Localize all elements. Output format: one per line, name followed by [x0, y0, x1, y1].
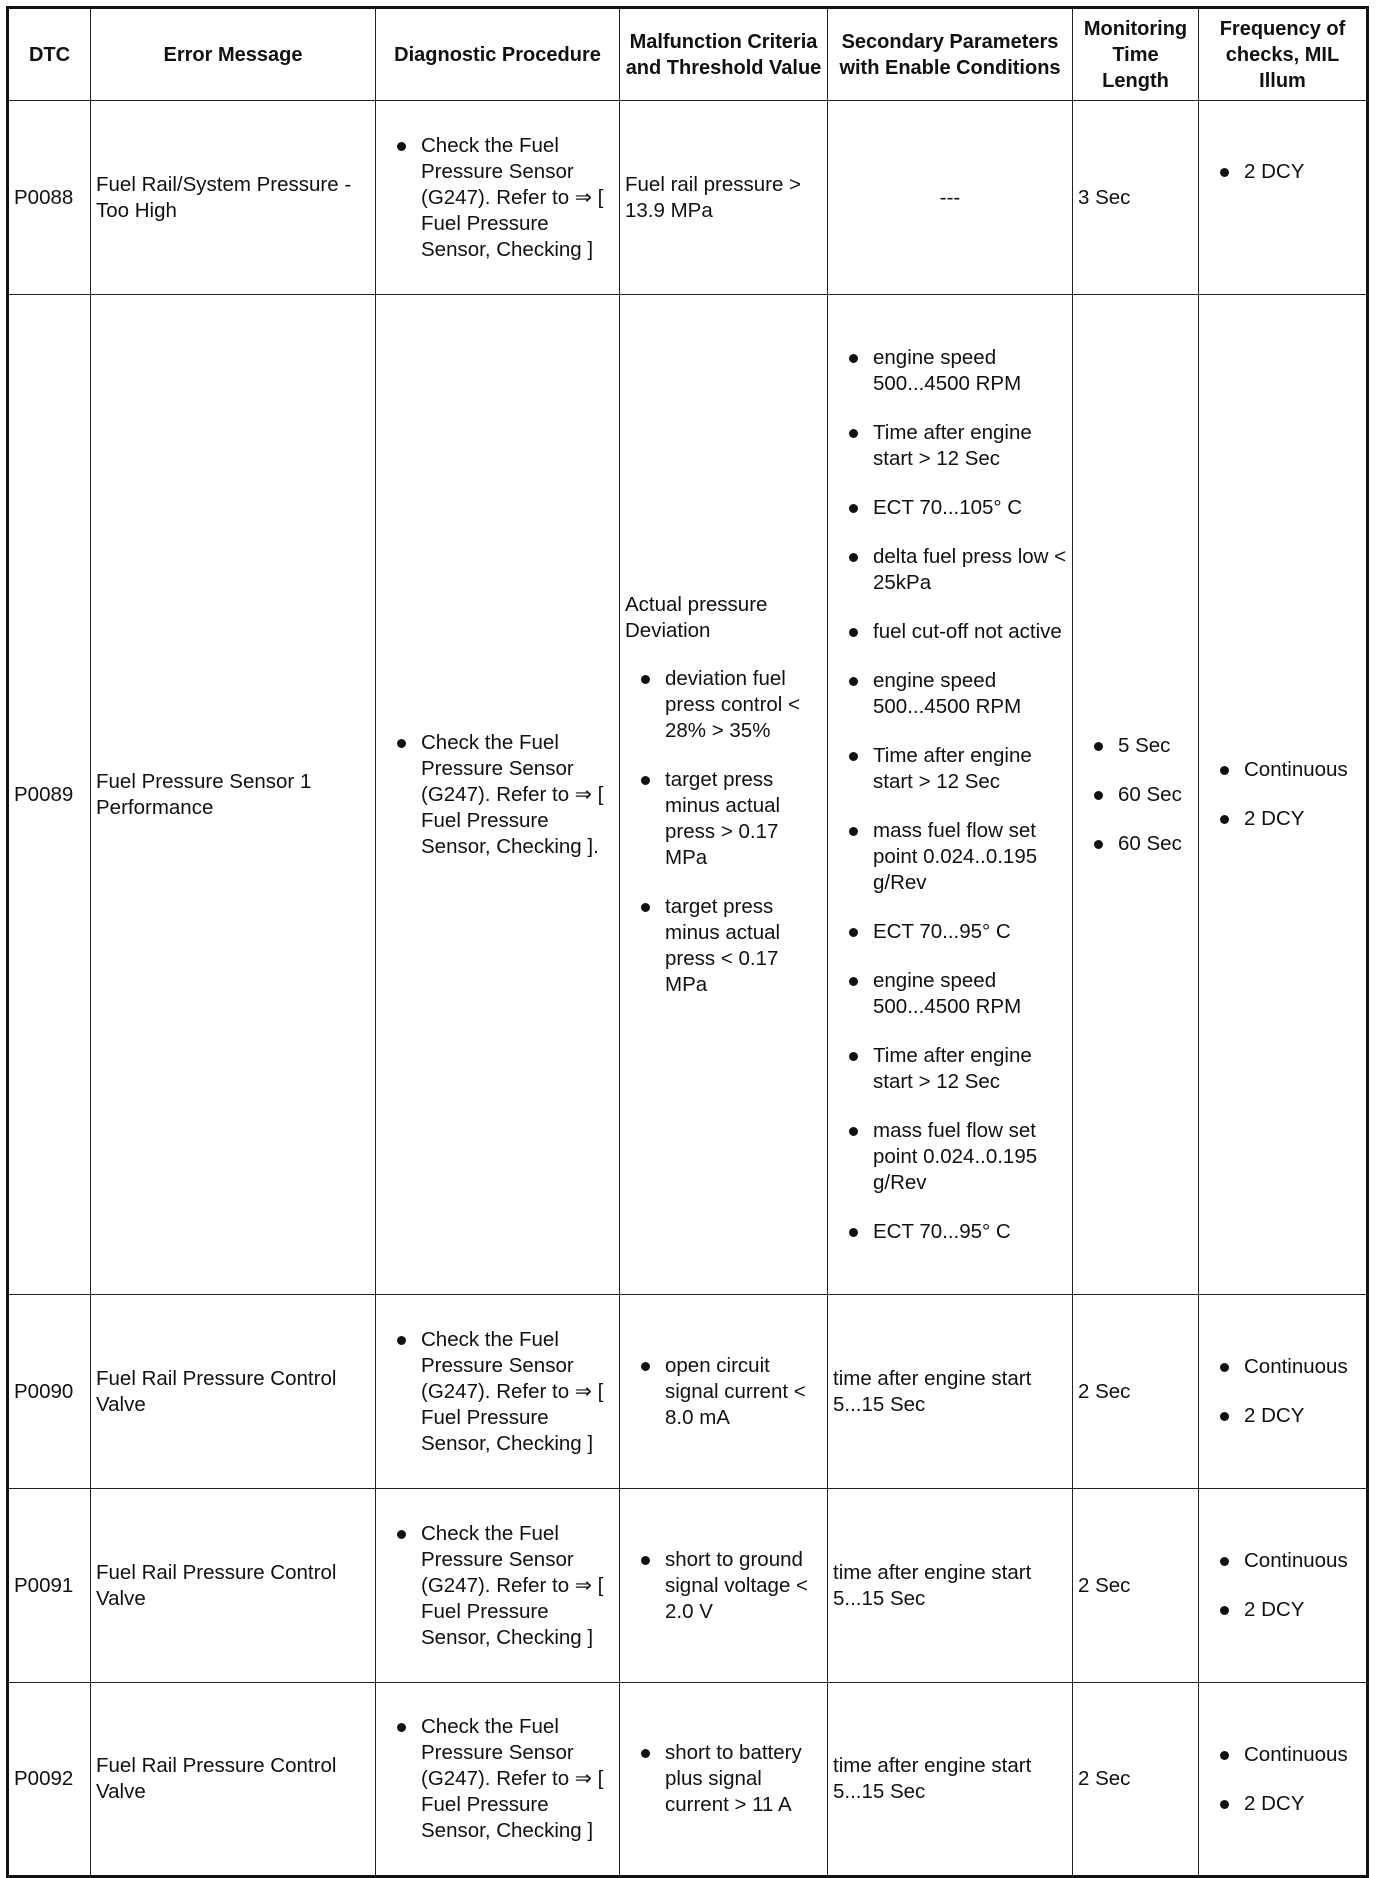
dtc-code: P0088 — [8, 101, 91, 295]
dtc-code: P0090 — [8, 1295, 91, 1489]
bullet-icon — [641, 776, 650, 785]
bullet-icon — [849, 677, 858, 686]
frequency-item: Continuous — [1204, 757, 1361, 783]
secondary-item: Time after engine start > 12 Sec — [833, 743, 1070, 795]
bullet-icon — [849, 752, 858, 761]
bullet-icon — [849, 827, 858, 836]
monitoring-time: 2 Sec — [1073, 1489, 1199, 1683]
monitoring-time: 2 Sec — [1073, 1683, 1199, 1877]
bullet-icon — [397, 739, 406, 748]
header-row — [8, 8, 1368, 101]
header-monitoring-time: Monitoring Time Length — [1073, 8, 1199, 101]
error-message: Fuel Rail Pressure Control Valve — [91, 1683, 376, 1877]
procedure-item: Check the Fuel Pressure Sensor (G247). Refer to ⇒ [ Fuel Pressure Sensor, Checking ] — [381, 1327, 614, 1457]
frequency-item: Continuous — [1204, 1354, 1361, 1380]
secondary-item: mass fuel flow set point 0.024..0.195 g/Rev — [833, 818, 1070, 896]
frequency-item: 2 DCY — [1204, 806, 1361, 832]
malfunction-criteria — [620, 1295, 828, 1489]
criteria-item: short to ground signal voltage < 2.0 V — [625, 1547, 822, 1625]
bullet-icon — [849, 628, 858, 637]
secondary-item: delta fuel press low < 25kPa — [833, 544, 1070, 596]
criteria-item: short to battery plus signal current > 11 A — [625, 1740, 822, 1818]
secondary-parameters: time after engine start 5...15 Sec — [828, 1295, 1073, 1489]
bullet-icon — [641, 1362, 650, 1371]
frequency — [1199, 1489, 1368, 1683]
secondary-item: Time after engine start > 12 Sec — [833, 420, 1070, 472]
criteria-item: target press minus actual press > 0.17 MPa — [625, 767, 822, 871]
secondary-item: mass fuel flow set point 0.024..0.195 g/Rev — [833, 1118, 1070, 1196]
procedure-item: Check the Fuel Pressure Sensor (G247). Refer to ⇒ [ Fuel Pressure Sensor, Checking ] — [381, 1714, 614, 1844]
criteria-item: target press minus actual press < 0.17 MPa — [625, 894, 822, 998]
bullet-icon — [1220, 815, 1229, 824]
secondary-parameters: time after engine start 5...15 Sec — [828, 1489, 1073, 1683]
dtc-code: P0092 — [8, 1683, 91, 1877]
bullet-icon — [397, 1530, 406, 1539]
malfunction-criteria: Fuel rail pressure > 13.9 MPa — [620, 101, 828, 295]
frequency — [1199, 1295, 1368, 1489]
diagnostic-procedure — [376, 101, 620, 295]
procedure-item: Check the Fuel Pressure Sensor (G247). Refer to ⇒ [ Fuel Pressure Sensor, Checking ] — [381, 133, 614, 263]
bullet-icon — [1220, 766, 1229, 775]
bullet-icon — [397, 1723, 406, 1732]
bullet-icon — [849, 1052, 858, 1061]
bullet-icon — [849, 553, 858, 562]
frequency-item: Continuous — [1204, 1742, 1361, 1768]
frequency-item: Continuous — [1204, 1548, 1361, 1574]
dtc-code: P0089 — [8, 295, 91, 1295]
secondary-item: fuel cut-off not active — [833, 619, 1070, 645]
bullet-icon — [641, 675, 650, 684]
diagnostic-procedure — [376, 1683, 620, 1877]
bullet-icon — [641, 1556, 650, 1565]
table-row — [8, 1295, 1368, 1489]
frequency-item: 2 DCY — [1204, 1597, 1361, 1623]
frequency — [1199, 295, 1368, 1295]
bullet-icon — [849, 928, 858, 937]
bullet-icon — [1094, 742, 1103, 751]
bullet-icon — [1220, 1751, 1229, 1760]
bullet-icon — [849, 354, 858, 363]
secondary-item: ECT 70...105° C — [833, 495, 1070, 521]
malfunction-criteria — [620, 1489, 828, 1683]
header-frequency: Frequency of checks, MIL Illum — [1199, 8, 1368, 101]
secondary-parameters: --- — [828, 101, 1073, 295]
bullet-icon — [641, 903, 650, 912]
diagnostic-procedure — [376, 1489, 620, 1683]
secondary-item: engine speed 500...4500 RPM — [833, 345, 1070, 397]
bullet-icon — [849, 1228, 858, 1237]
frequency-item: 2 DCY — [1204, 1403, 1361, 1429]
monitoring-time: 3 Sec — [1073, 101, 1199, 295]
bullet-icon — [849, 504, 858, 513]
monitoring-time: 2 Sec — [1073, 1295, 1199, 1489]
secondary-item: Time after engine start > 12 Sec — [833, 1043, 1070, 1095]
monitoring-item: 60 Sec — [1078, 831, 1193, 857]
frequency — [1199, 101, 1368, 295]
secondary-item: ECT 70...95° C — [833, 1219, 1070, 1245]
header-error-message: Error Message — [91, 8, 376, 101]
bullet-icon — [849, 977, 858, 986]
dtc-table — [6, 6, 1369, 1878]
bullet-icon — [1094, 791, 1103, 800]
monitoring-item: 60 Sec — [1078, 782, 1193, 808]
procedure-item: Check the Fuel Pressure Sensor (G247). Refer to ⇒ [ Fuel Pressure Sensor, Checking ]. — [381, 730, 614, 860]
table-row — [8, 1683, 1368, 1877]
bullet-icon — [1220, 1412, 1229, 1421]
header-secondary-parameters: Secondary Parameters with Enable Conditions — [828, 8, 1073, 101]
table-row — [8, 295, 1368, 1295]
malfunction-criteria — [620, 1683, 828, 1877]
error-message: Fuel Pressure Sensor 1 Performance — [91, 295, 376, 1295]
bullet-icon — [1220, 1800, 1229, 1809]
header-dtc: DTC — [8, 8, 91, 101]
header-malfunction-criteria: Malfunction Criteria and Threshold Value — [620, 8, 828, 101]
secondary-parameters: time after engine start 5...15 Sec — [828, 1683, 1073, 1877]
secondary-item: engine speed 500...4500 RPM — [833, 968, 1070, 1020]
malfunction-criteria — [620, 295, 828, 1295]
criteria-item: deviation fuel press control < 28% > 35% — [625, 666, 822, 744]
header-diagnostic-procedure: Diagnostic Procedure — [376, 8, 620, 101]
bullet-icon — [849, 1127, 858, 1136]
diagnostic-procedure — [376, 1295, 620, 1489]
criteria-intro: Actual pressure Deviation — [625, 592, 768, 642]
bullet-icon — [1220, 1363, 1229, 1372]
secondary-item: engine speed 500...4500 RPM — [833, 668, 1070, 720]
frequency — [1199, 1683, 1368, 1877]
secondary-parameters — [828, 295, 1073, 1295]
bullet-icon — [641, 1749, 650, 1758]
bullet-icon — [1094, 840, 1103, 849]
bullet-icon — [1220, 1557, 1229, 1566]
table-row — [8, 101, 1368, 295]
criteria-item: open circuit signal current < 8.0 mA — [625, 1353, 822, 1431]
error-message: Fuel Rail Pressure Control Valve — [91, 1489, 376, 1683]
monitoring-item: 5 Sec — [1078, 733, 1193, 759]
bullet-icon — [1220, 168, 1229, 177]
error-message: Fuel Rail/System Pressure - Too High — [91, 101, 376, 295]
table-row — [8, 1489, 1368, 1683]
monitoring-time — [1073, 295, 1199, 1295]
frequency-item: 2 DCY — [1204, 1791, 1361, 1817]
bullet-icon — [849, 429, 858, 438]
diagnostic-procedure — [376, 295, 620, 1295]
dtc-code: P0091 — [8, 1489, 91, 1683]
bullet-icon — [1220, 1606, 1229, 1615]
bullet-icon — [397, 1336, 406, 1345]
secondary-item: ECT 70...95° C — [833, 919, 1070, 945]
frequency-item: 2 DCY — [1204, 159, 1361, 185]
procedure-item: Check the Fuel Pressure Sensor (G247). Refer to ⇒ [ Fuel Pressure Sensor, Checking ] — [381, 1521, 614, 1651]
bullet-icon — [397, 142, 406, 151]
error-message: Fuel Rail Pressure Control Valve — [91, 1295, 376, 1489]
